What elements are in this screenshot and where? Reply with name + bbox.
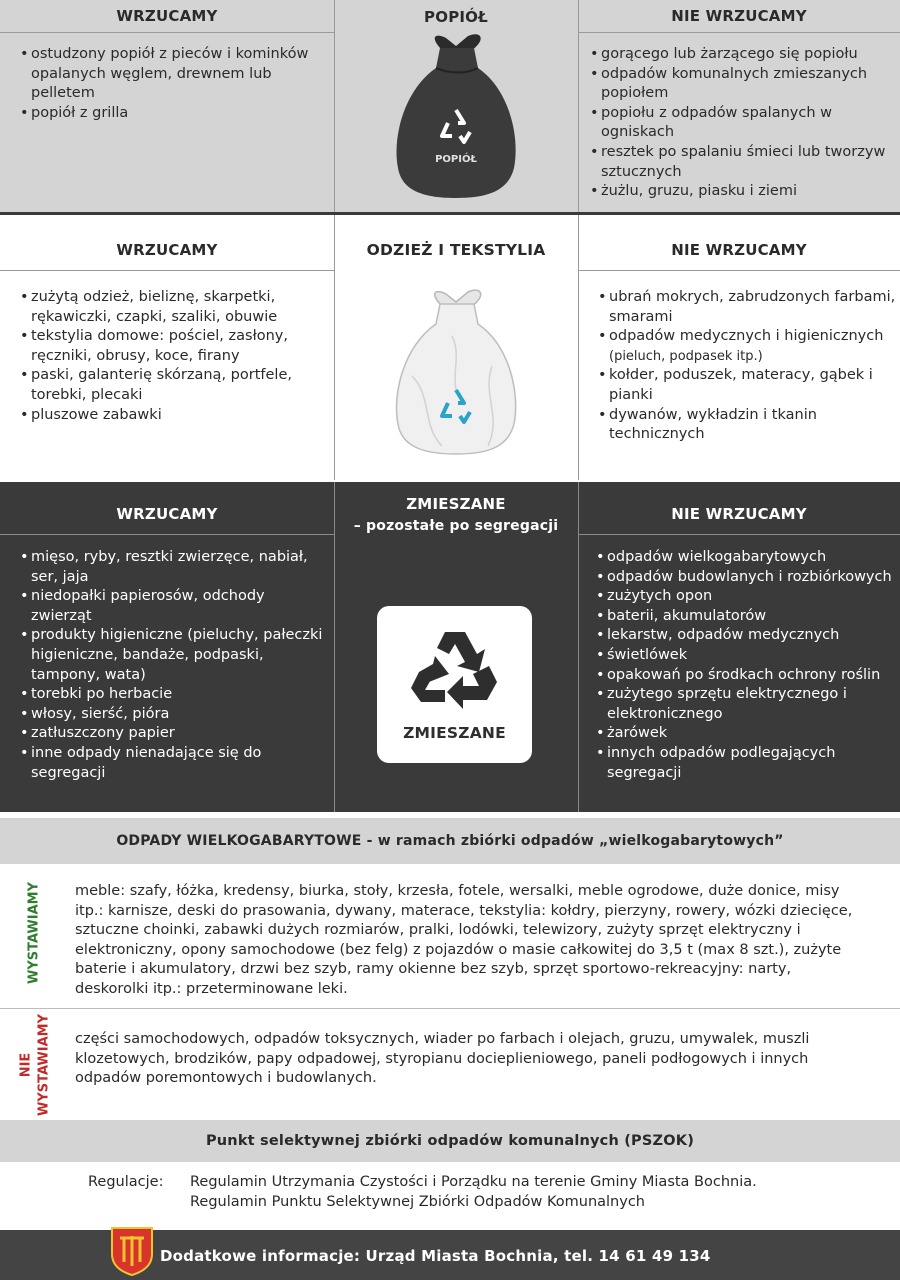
list-item: • innych odpadów podlegających segregacji	[596, 744, 898, 783]
pszok-regulation-1: Regulamin Utrzymania Czystości i Porządku na terenie Gminy Miasta Bochnia.	[190, 1174, 757, 1190]
list-item: • zużytą odzież, bieliznę, skarpetki, rękawiczki, czapki, szaliki, obuwie	[20, 288, 328, 327]
list-item: • zatłuszczony papier	[20, 724, 325, 744]
list-item: • odpadów budowlanych i rozbiórkowych	[596, 568, 898, 588]
mixed-no-divider	[578, 534, 900, 535]
recycle-icon	[407, 624, 502, 714]
bulky-put-out-label-text: WYSTAWIAMY	[26, 881, 42, 985]
bulky-put-out-text: meble: szafy, łóżka, kredensy, biurka, stoły, krzesła, fotele, wersalki, meble ogrodowe, duże donice, misy itp.: karnisze, deski do prasowania, dywany, materace, tekstylia: kołdry, pierzyny, rowery, wózki dziecięce, sztuczne choinki, zabawki dużych rozmiarów, pralki, lodówki, telewizory, zużyty sprzęt elektryczny i elektroniczny, opony samochodowe (bez felg) z pojazdów o masie całkowitej do 3,5 t (max 8 szt.), zużyte baterie i akumulatory, drzwi bez szyb, ramy okienne bez szyb, sprzęt sportowo-rekreacyjny: narty, deskorolki itp.: przeterminowane leki.	[75, 883, 853, 997]
textiles-section	[0, 212, 900, 480]
textiles-no-header: NIE WRZUCAMY	[671, 241, 807, 259]
bulky-title: ODPADY WIELKOGABARYTOWE - w ramach zbiórki odpadów „wielkogabarytowych”	[116, 833, 784, 849]
textiles-bag-icon	[392, 286, 522, 456]
list-item: • resztek po spalaniu śmieci lub tworzyw sztucznych	[590, 143, 895, 182]
textiles-top-border	[0, 212, 900, 215]
mixed-no-header: NIE WRZUCAMY	[671, 505, 807, 523]
bulky-not-put-out-text: części samochodowych, odpadów toksycznych, wiader po farbach i olejach, gruzu, umywalek, muszli klozetowych, brodzików, papy odpadowej, styropianu docieplieniowego, paneli podłogowych i innych odpadów poremontowych i budowlanych.	[75, 1031, 810, 1087]
textiles-col-line-right	[578, 215, 579, 480]
textiles-yes-header: WRZUCAMY	[116, 241, 218, 259]
ash-bag-icon	[390, 28, 522, 200]
bulky-not-label-line1: NIE	[18, 1052, 34, 1078]
list-item: • ubrań mokrych, zabrudzonych farbami, smarami	[598, 288, 898, 327]
list-item: • odpadów wielkogabarytowych	[596, 548, 898, 568]
pszok-regulation-2: Regulamin Punktu Selektywnej Zbiórki Odpadów Komunalnych	[190, 1194, 645, 1210]
list-item: • inne odpady nienadające się do segregacji	[20, 744, 325, 783]
list-item: • żarówek	[596, 724, 898, 744]
list-item: • tekstylia domowe: pościel, zasłony, ręczniki, obrusy, koce, firany	[20, 327, 328, 366]
list-item: • odpadów komunalnych zmieszanych popiołem	[590, 65, 895, 104]
list-item: • opakowań po środkach ochrony roślin	[596, 666, 898, 686]
ash-no-list	[590, 45, 895, 202]
list-item: • baterii, akumulatorów	[596, 607, 898, 627]
list-item: • popiół z grilla	[20, 104, 320, 124]
list-item: • torebki po herbacie	[20, 685, 325, 705]
textiles-no-divider	[578, 270, 900, 271]
textiles-title: ODZIEŻ I TEKSTYLIA	[366, 241, 546, 259]
ash-section	[0, 0, 900, 212]
list-item: • niedopałki papierosów, odchody zwierząt	[20, 587, 325, 626]
textiles-yes-list	[20, 288, 328, 425]
list-item: • dywanów, wykładzin i tkanin technicznych	[598, 406, 898, 445]
ash-yes-header: WRZUCAMY	[116, 7, 218, 25]
textiles-yes-divider	[0, 270, 334, 271]
mixed-col-line-right	[578, 482, 579, 812]
list-item: • paski, galanterię skórzaną, portfele, torebki, plecaki	[20, 366, 328, 405]
mixed-col-line-left	[334, 482, 335, 812]
list-item: • ostudzony popiół z pieców i kominków opalanych węglem, drewnem lub pelletem	[20, 45, 320, 104]
ash-no-divider	[578, 32, 900, 33]
list-item: • zużytego sprzętu elektrycznego i elektronicznego	[596, 685, 898, 724]
list-item: • odpadów medycznych i higienicznych (pieluch, podpasek itp.)	[598, 327, 898, 366]
list-item: • lekarstw, odpadów medycznych	[596, 626, 898, 646]
list-item: • produkty higieniczne (pieluchy, pałeczki higieniczne, bandaże, podpaski, tampony, wata)	[20, 626, 325, 685]
mixed-bin-label: ZMIESZANE	[403, 724, 506, 742]
mixed-no-list	[596, 548, 898, 783]
ash-yes-divider	[0, 32, 334, 33]
mixed-subtitle: – pozostałe po segregacji	[353, 518, 559, 534]
list-item: • pluszowe zabawki	[20, 406, 328, 426]
bulky-not-put-out-label	[6, 1010, 62, 1120]
textiles-col-line-left	[334, 215, 335, 480]
mixed-yes-list	[20, 548, 325, 783]
list-item: • włosy, sierść, pióra	[20, 705, 325, 725]
bulky-not-label-line2: WYSTAWIAMY	[36, 1013, 52, 1117]
ash-col-line-left	[334, 0, 335, 212]
textiles-no-list	[598, 288, 898, 445]
ash-yes-list	[20, 45, 320, 123]
pszok-title: Punkt selektywnej zbiórki odpadów komunalnych (PSZOK)	[205, 1133, 695, 1149]
bulky-row-divider	[0, 1008, 900, 1009]
ash-no-header: NIE WRZUCAMY	[671, 7, 807, 25]
list-item: • świetlówek	[596, 646, 898, 666]
footer-info: Dodatkowe informacje: Urząd Miasta Bochnia, tel. 14 61 49 134	[160, 1247, 711, 1265]
mixed-section	[0, 482, 900, 812]
bulky-put-out-label	[14, 868, 54, 998]
list-item: • żużlu, gruzu, piasku i ziemi	[590, 182, 895, 202]
list-item-note: (pieluch, podpasek itp.)	[609, 348, 763, 364]
list-item: • mięso, ryby, resztki zwierzęce, nabiał, ser, jaja	[20, 548, 325, 587]
list-item: • gorącego lub żarzącego się popiołu	[590, 45, 895, 65]
ash-title: POPIÓŁ	[424, 8, 488, 26]
list-item: • kołder, poduszek, materacy, gąbek i pianki	[598, 366, 898, 405]
mixed-yes-header: WRZUCAMY	[116, 505, 218, 523]
mixed-yes-divider	[0, 534, 334, 535]
mixed-title: ZMIESZANE	[406, 495, 506, 513]
list-item: • zużytych opon	[596, 587, 898, 607]
ash-bag-label: POPIÓŁ	[435, 154, 477, 165]
mixed-bin-tile	[377, 606, 532, 763]
list-item: • popiołu z odpadów spalanych w ogniskach	[590, 104, 895, 143]
city-emblem-icon	[110, 1226, 154, 1276]
pszok-regulations-label: Regulacje:	[88, 1174, 164, 1190]
ash-col-line-right	[578, 0, 579, 212]
